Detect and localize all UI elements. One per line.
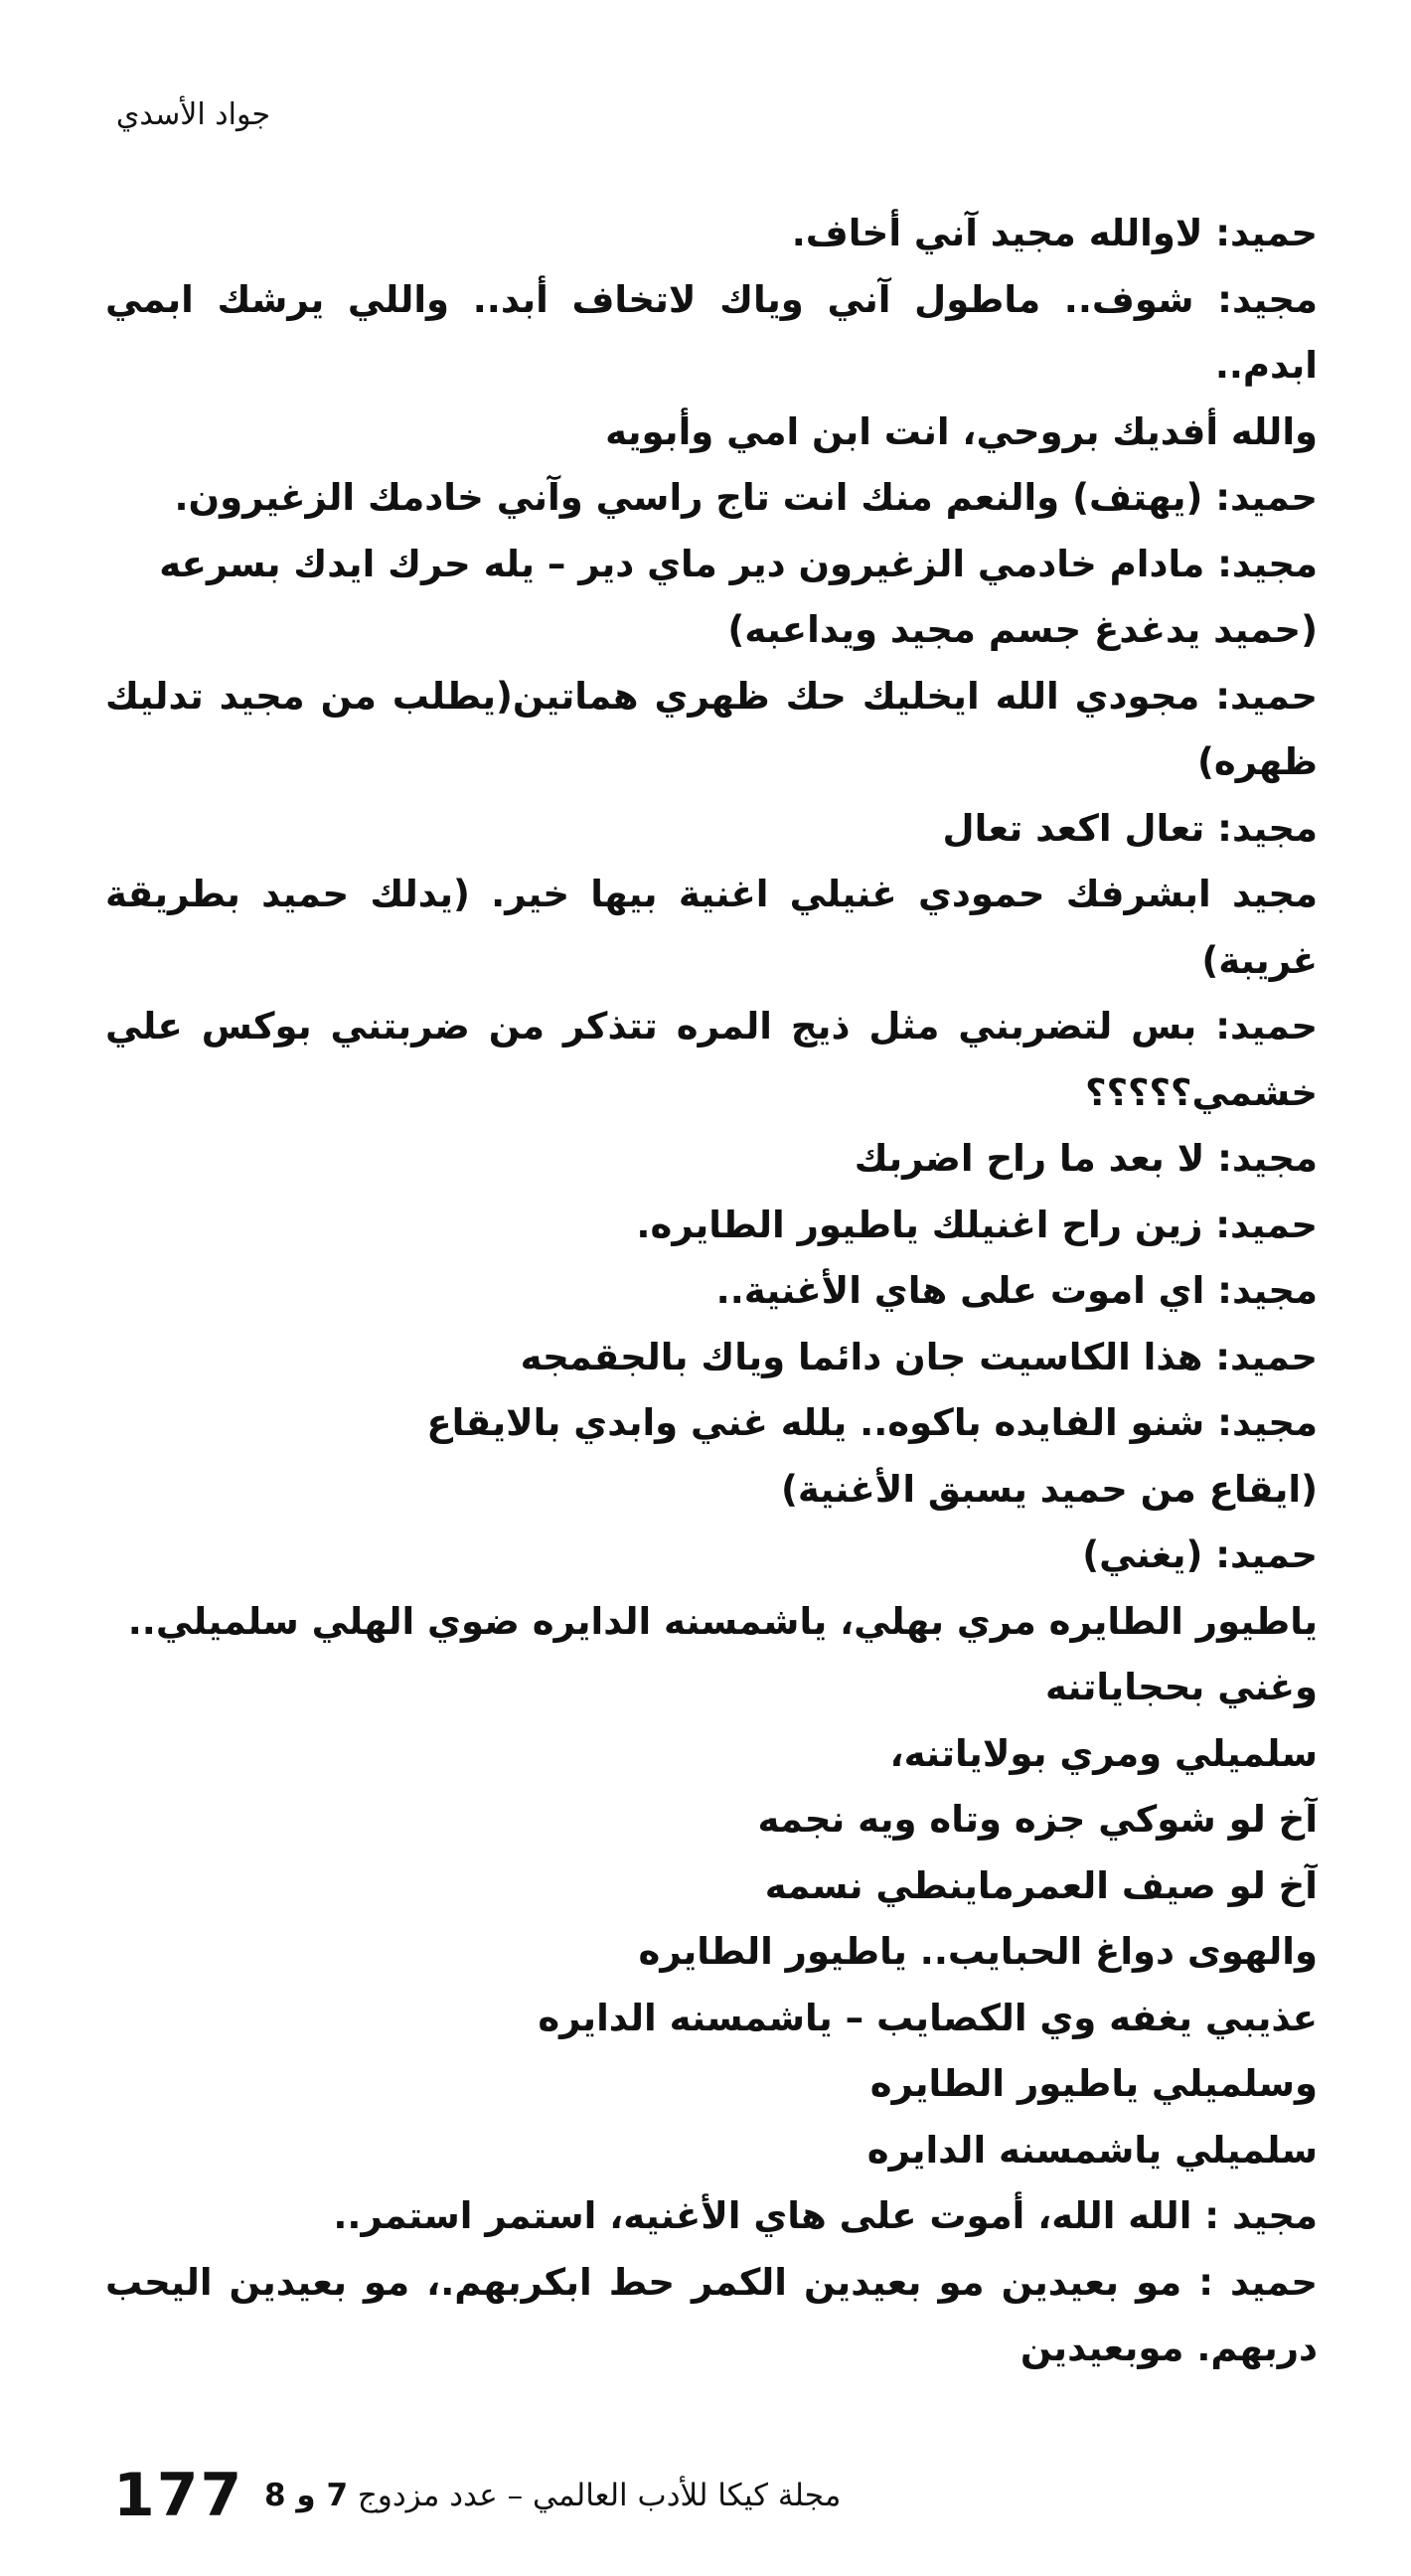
page-footer: [105, 2461, 900, 2530]
text-line: وغني بحجاياتنه: [1044, 1666, 1318, 1708]
text-line: (حميد يدغدغ جسم مجيد ويداعبه): [727, 608, 1318, 651]
text-line: حميد: (يغني): [1082, 1533, 1318, 1576]
text-line: وسلميلي ياطيور الطايره: [869, 2062, 1318, 2105]
journal-name: [264, 2461, 841, 2530]
text-line: والله أفديك بروحي، انت ابن امي وأبويه: [605, 409, 1318, 453]
page-number: 177: [113, 2461, 244, 2530]
text-line: حميد: (يهتف) والنعم منك انت تاج راسي وآني خادمك الزغيرون.: [174, 476, 1318, 519]
running-header-author: جواد الأسدي: [115, 97, 270, 132]
journal-title: مجلة كيكا للأدب العالمي – عدد مزدوج: [357, 2478, 842, 2513]
text-line: حميد: هذا الكاسيت جان دائما وياك بالجقمجه: [520, 1335, 1318, 1378]
text-line: مجيد ابشرفك حمودي غنيلي اغنية بيها خير. (يدلك حميد بطريقة: [105, 873, 1318, 915]
text-line: آخ لو صيف العمرماينطي نسمه: [764, 1863, 1318, 1907]
text-line: مجيد: مادام خادمي الزغيرون دير ماي دير – يله حرك ايدك بسرعه: [159, 542, 1318, 585]
text-line: مجيد : الله الله، أموت على هاي الأغنيه، استمر استمر..: [333, 2194, 1318, 2237]
text-line: والهوى دواغ الحبايب.. ياطيور الطايره: [638, 1930, 1318, 1973]
text-line: مجيد: شنو الفايده باكوه.. يلله غني وابدي بالايقاع: [426, 1401, 1318, 1444]
text-line: سلميلي ياشمسنه الدايره: [866, 2128, 1318, 2172]
text-line: غريبة): [1201, 938, 1318, 982]
text-line: دربهم. موبعيدين: [1019, 2327, 1318, 2369]
text-line: آخ لو شوكي جزه وتاه ويه نجمه: [757, 1798, 1318, 1841]
text-line: ظهره): [1196, 740, 1318, 783]
text-line: حميد: مجودي الله ايخليك حك ظهري هماتين(يطلب من مجيد تدليك: [105, 674, 1318, 718]
text-line: حميد: بس لتضربني مثل ذيج المره تتذكر من ضربتني بوكس علي: [105, 1005, 1318, 1047]
text-line: حميد: زين راح اغنيلك ياطيور الطايره.: [636, 1203, 1318, 1246]
text-line: خشمي؟؟؟؟؟: [1085, 1070, 1318, 1114]
play-text: [105, 201, 1318, 2382]
issue-numbers: 7 و 8: [264, 2478, 349, 2513]
text-line: حميد : مو بعيدين مو بعيدين الكمر حط ابكربهم.، مو بعيدين اليحب: [105, 2260, 1318, 2304]
text-line: حميد: لاوالله مجيد آني أخاف.: [791, 212, 1318, 254]
text-line: ياطيور الطايره مري بهلي، ياشمسنه الدايره ضوي الهلي سلميلي..: [127, 1599, 1318, 1643]
text-line: مجيد: شوف.. ماطول آني وياك لاتخاف أبد.. واللي يرشك ابمي: [105, 277, 1318, 321]
text-line: مجيد: اي اموت على هاي الأغنية..: [715, 1269, 1318, 1312]
text-line: مجيد: تعال اكعد تعال: [942, 806, 1318, 850]
text-line: (ايقاع من حميد يسبق الأغنية): [780, 1467, 1318, 1511]
text-line: مجيد: لا بعد ما راح اضربك: [854, 1137, 1318, 1180]
text-line: سلميلي ومري بولاياتنه،: [889, 1731, 1318, 1775]
text-line: عذيبي يغفه وي الكصايب – ياشمسنه الدايره: [538, 1996, 1318, 2039]
text-line: ابدم..: [1214, 344, 1318, 387]
